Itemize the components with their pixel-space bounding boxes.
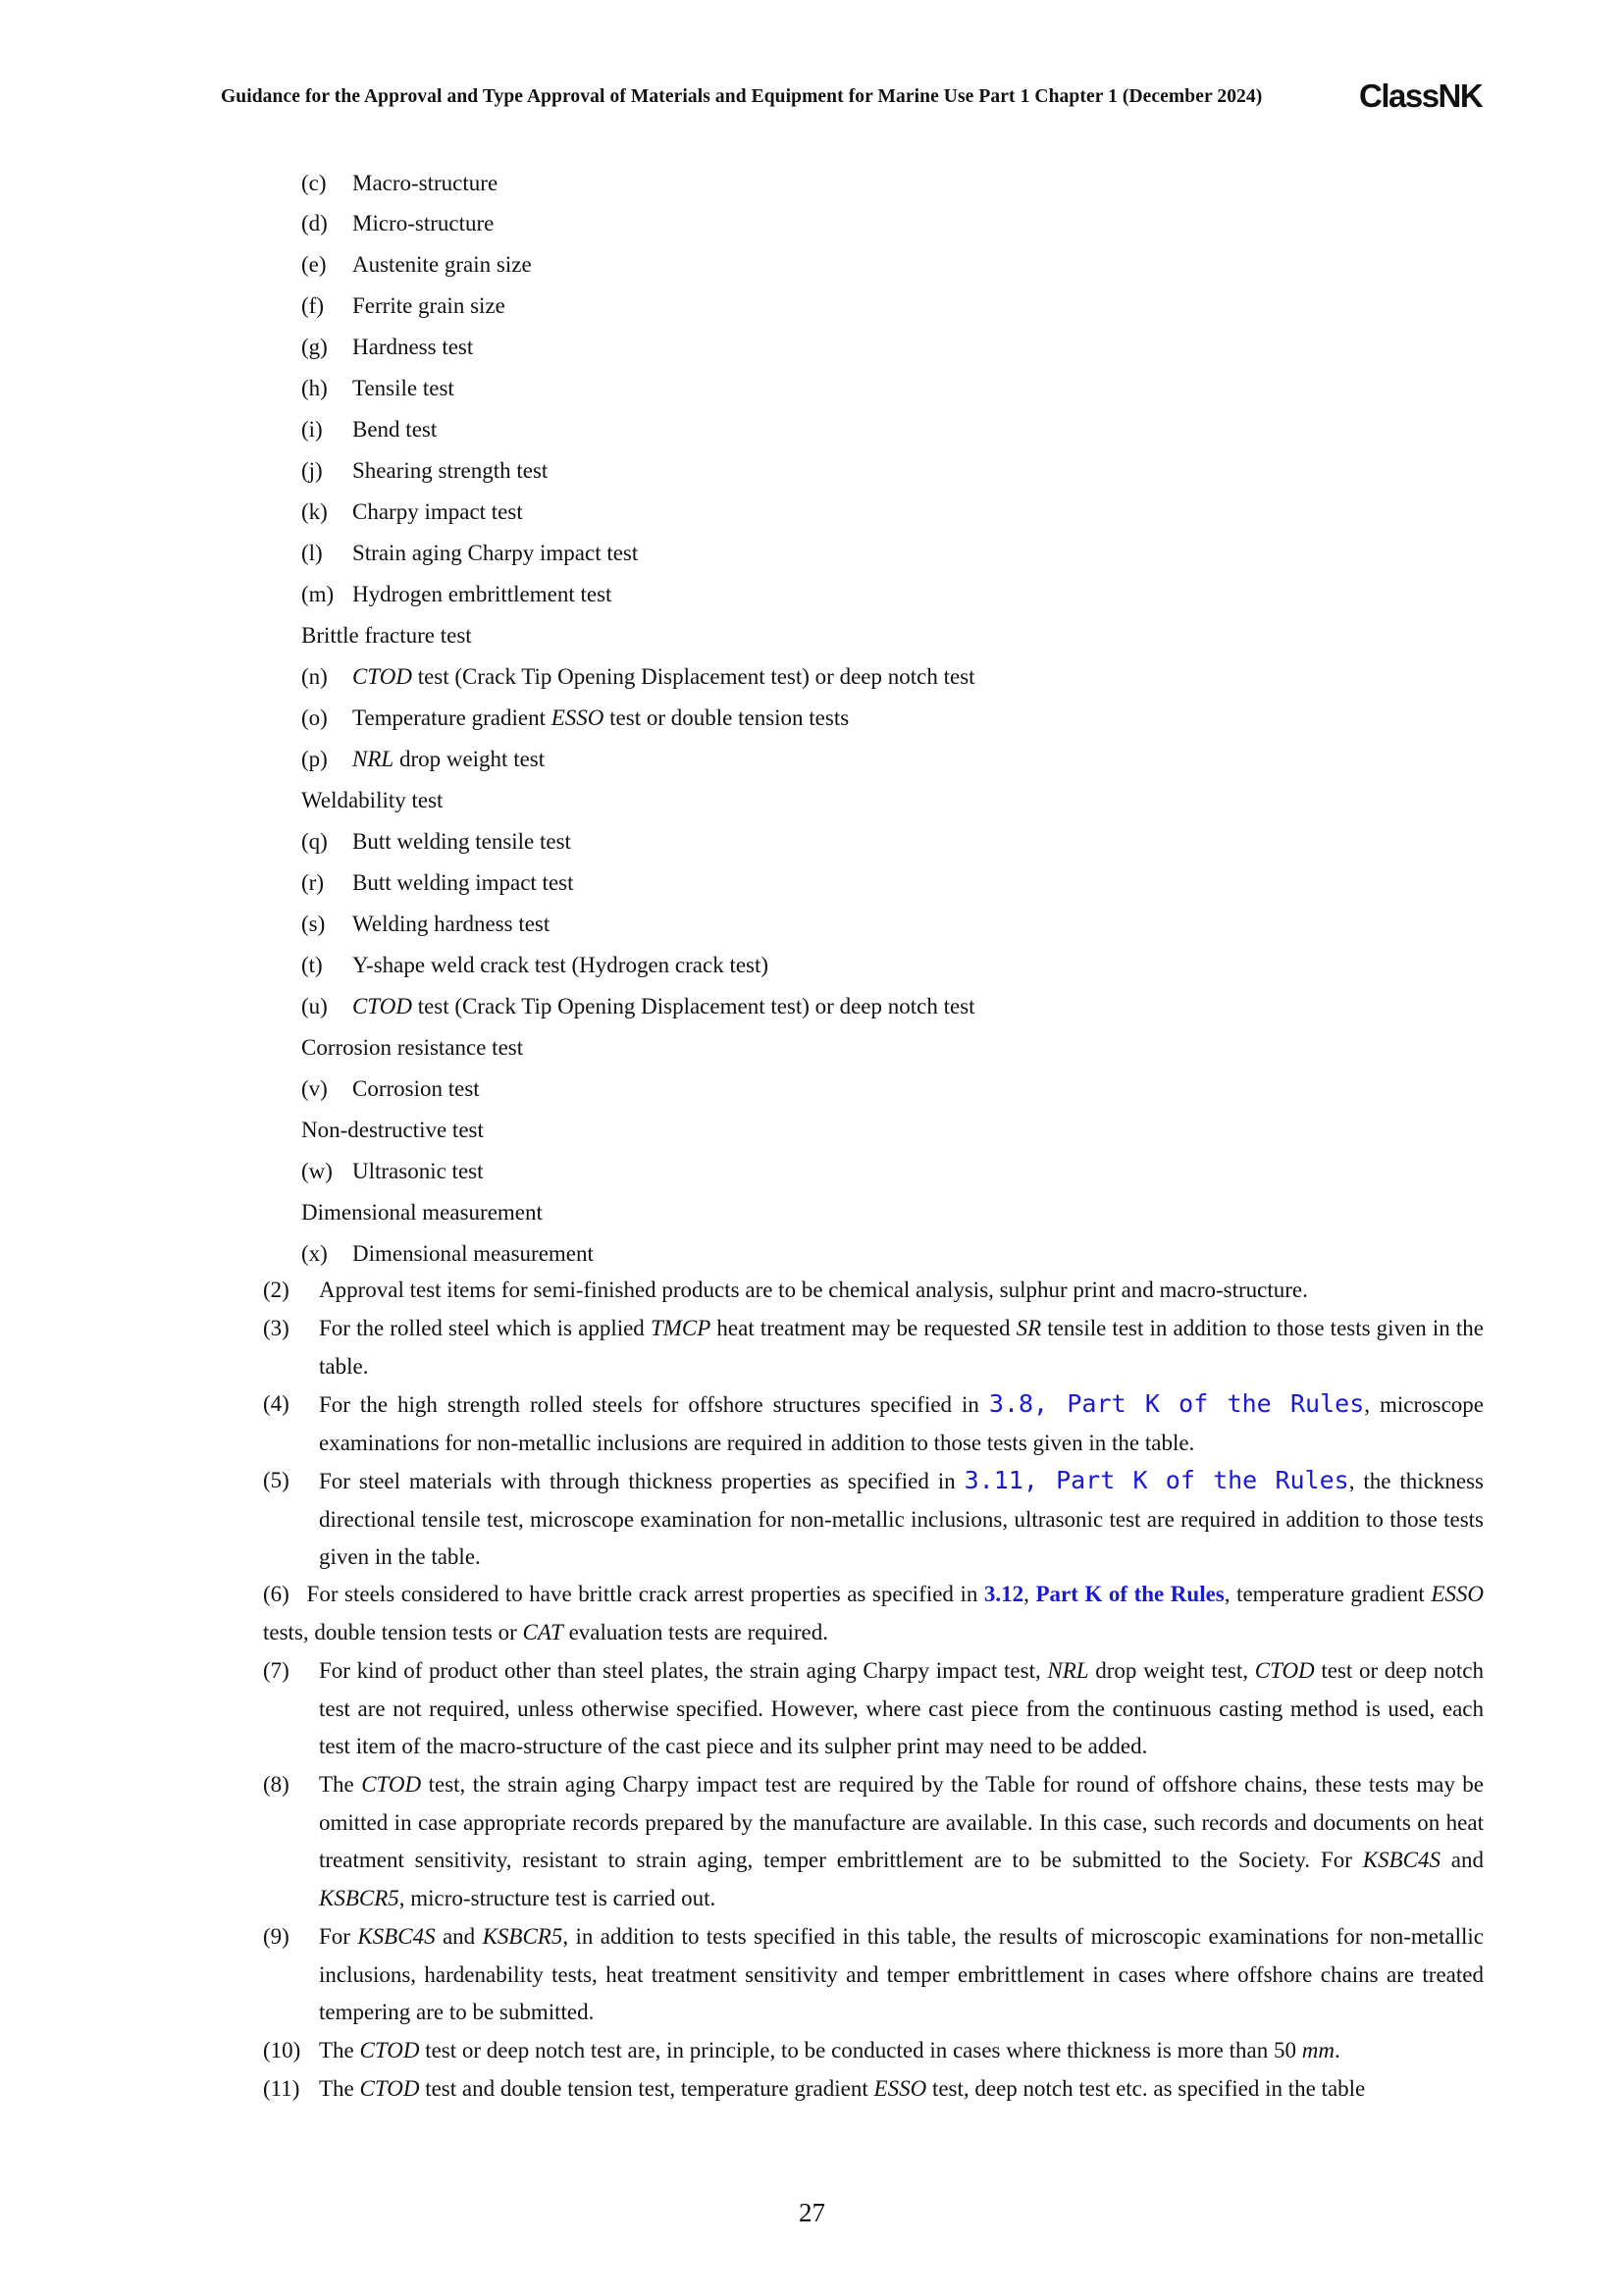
note-3: (3) For the rolled steel which is applied TMCP heat treatment may be requested SR tensile test in addition to those tests given in the table. — [263, 1316, 1485, 1379]
rule-reference-link[interactable]: 3.12 — [983, 1582, 1024, 1606]
note-9: (9) For KSBC4S and KSBCR5, in addition to tests specified in this table, the results of microscopic examinations for non-metallic inclusions, hardenability tests, heat treatment sensitivity and temper embrittlement in cases where offshore chains are treated tempering are to be submitted. — [263, 1924, 1484, 2024]
note-7: (7) For kind of product other than steel plates, the strain aging Charpy impact test, NRL drop weight test, CTOD test or deep notch test are not required, unless otherwise specified. However, where cast piece from the continuous casting method is used, each test item of the macro-structure of the cast piece and its sulpher print may need to be added. — [263, 1658, 1484, 1758]
group-heading-brittle: Brittle fracture test — [301, 623, 472, 648]
note-8: (8) The CTOD test, the strain aging Charpy impact test are required by the Table for round of offshore chains, these tests may be omitted in case appropriate records prepared by the manufacture are available. In this case, such records and documents on heat treatment sensitivity, resistant to strain aging, temper embrittlement are to be submitted to the Society. For KSBC4S and KSBCR5, micro-structure test is carried out. — [263, 1772, 1484, 1910]
classnk-logo: ClassNK — [1359, 78, 1483, 114]
note-11: (11) The CTOD test and double tension test, temperature gradient ESSO test, deep notch test etc. as specified in the table — [263, 2076, 1366, 2101]
group-heading-corrosion: Corrosion resistance test — [301, 1035, 524, 1060]
note-4: (4) For the high strength rolled steels for offshore structures specified in 3.8, Part K of the Rules, microscope examinations for non-metallic inclusions are required in addition to those tests given in the table. — [263, 1389, 1485, 1455]
note-10: (10) The CTOD test or deep notch test are, in principle, to be conducted in cases where thickness is more than 50 mm. — [263, 2038, 1340, 2062]
note-6: (6) For steels considered to have brittle crack arrest properties as specified in 3.12, Part K of the Rules, temperature gradient ESSO tests, double tension tests or CAT evaluation tests are required. — [263, 1582, 1485, 1644]
rule-reference-link[interactable]: Part K of the Rules — [1035, 1582, 1225, 1606]
rule-reference-link[interactable]: 3.8, Part K of the Rules — [988, 1389, 1365, 1418]
header-title: Guidance for the Approval and Type Approval of Materials and Equipment for Marine Use Part 1 Chapter 1 (December 2024) — [221, 86, 1263, 107]
group-heading-weldability: Weldability test — [301, 788, 444, 812]
group-heading-dimensional: Dimensional measurement — [301, 1200, 543, 1225]
note-5: (5) For steel materials with through thickness properties as specified in 3.11, Part K of the Rules, the thickness directional tensile test, microscope examination for non-metallic inclusions, ultrasonic test are required in addition to those tests given in the table. — [263, 1466, 1484, 1569]
group-heading-ndt: Non-destructive test — [301, 1118, 484, 1142]
rule-reference-link[interactable]: 3.11, Part K of the Rules — [964, 1466, 1349, 1494]
note-2: (2) Approval test items for semi-finished products are to be chemical analysis, sulphur print and macro-structure. — [263, 1278, 1308, 1302]
page-header — [221, 78, 1487, 118]
page-number: 27 — [799, 2198, 825, 2227]
